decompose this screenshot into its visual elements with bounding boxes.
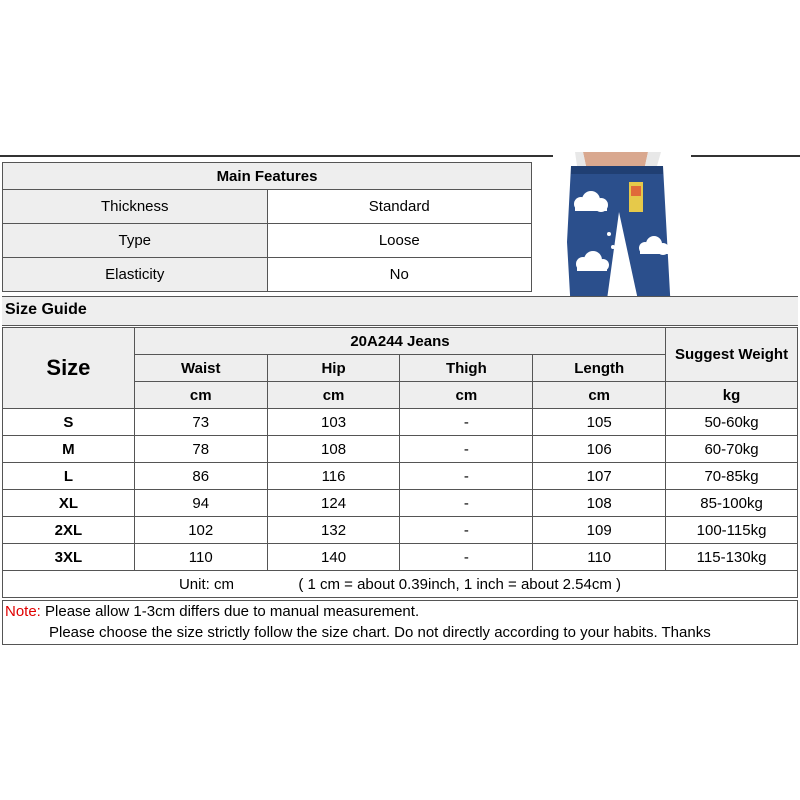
feature-label: Thickness [3, 190, 268, 224]
table-row [3, 490, 798, 517]
table-row [3, 436, 798, 463]
waist-cell: 73 [134, 409, 267, 436]
length-cell: 110 [533, 544, 666, 571]
product-name: 20A244 Jeans [134, 328, 665, 355]
hip-cell: 116 [267, 463, 400, 490]
note-line-2: Please choose the size strictly follow the size chart. Do not directly according to your habits. Thanks [49, 624, 711, 641]
unit-conversion: ( 1 cm = about 0.39inch, 1 inch = about 2.54cm ) [298, 575, 622, 593]
note-line-1: Please allow 1-3cm differs due to manual measurement. [45, 603, 420, 620]
weight-cell: 85-100kg [666, 490, 798, 517]
col-waist: Waist [134, 355, 267, 382]
thigh-cell: - [400, 517, 533, 544]
thigh-cell: - [400, 463, 533, 490]
size-guide-bar [2, 296, 798, 326]
weight-cell: 60-70kg [666, 436, 798, 463]
thigh-cell: - [400, 490, 533, 517]
note-label: Note: [5, 603, 41, 620]
table-row [3, 409, 798, 436]
unit-hip: cm [267, 382, 400, 409]
hip-cell: 140 [267, 544, 400, 571]
thigh-cell: - [400, 409, 533, 436]
feature-label: Elasticity [3, 258, 268, 292]
hip-cell: 103 [267, 409, 400, 436]
size-header: Size [3, 328, 135, 409]
length-cell: 109 [533, 517, 666, 544]
col-length: Length [533, 355, 666, 382]
main-features-table [2, 162, 532, 292]
hip-cell: 124 [267, 490, 400, 517]
size-cell: L [3, 463, 135, 490]
length-cell: 107 [533, 463, 666, 490]
waist-cell: 86 [134, 463, 267, 490]
thigh-cell: - [400, 436, 533, 463]
main-features-title: Main Features [3, 163, 532, 190]
weight-cell: 50-60kg [666, 409, 798, 436]
size-cell: 3XL [3, 544, 135, 571]
unit-waist: cm [134, 382, 267, 409]
col-thigh: Thigh [400, 355, 533, 382]
thigh-cell: - [400, 544, 533, 571]
weight-cell: 115-130kg [666, 544, 798, 571]
size-table [2, 327, 798, 598]
table-row [3, 544, 798, 571]
size-cell: XL [3, 490, 135, 517]
unit-note-cell [3, 571, 798, 598]
unit-weight: kg [666, 382, 798, 409]
size-cell: S [3, 409, 135, 436]
length-cell: 105 [533, 409, 666, 436]
feature-value: Standard [267, 190, 532, 224]
size-guide-label: Size Guide [5, 301, 87, 318]
waist-cell: 78 [134, 436, 267, 463]
unit-length: cm [533, 382, 666, 409]
table-row [3, 463, 798, 490]
length-cell: 106 [533, 436, 666, 463]
weight-header: Suggest Weight [666, 328, 798, 382]
feature-value: Loose [267, 224, 532, 258]
unit-row [3, 571, 798, 598]
waist-cell: 94 [134, 490, 267, 517]
length-cell: 108 [533, 490, 666, 517]
waist-cell: 102 [134, 517, 267, 544]
note-box [2, 600, 798, 645]
size-cell: 2XL [3, 517, 135, 544]
size-cell: M [3, 436, 135, 463]
weight-cell: 100-115kg [666, 517, 798, 544]
waist-cell: 110 [134, 544, 267, 571]
feature-value: No [267, 258, 532, 292]
col-hip: Hip [267, 355, 400, 382]
table-row [3, 517, 798, 544]
hip-cell: 132 [267, 517, 400, 544]
hip-cell: 108 [267, 436, 400, 463]
weight-cell: 70-85kg [666, 463, 798, 490]
unit-thigh: cm [400, 382, 533, 409]
feature-label: Type [3, 224, 268, 258]
unit-note: Unit: cm [178, 575, 234, 593]
